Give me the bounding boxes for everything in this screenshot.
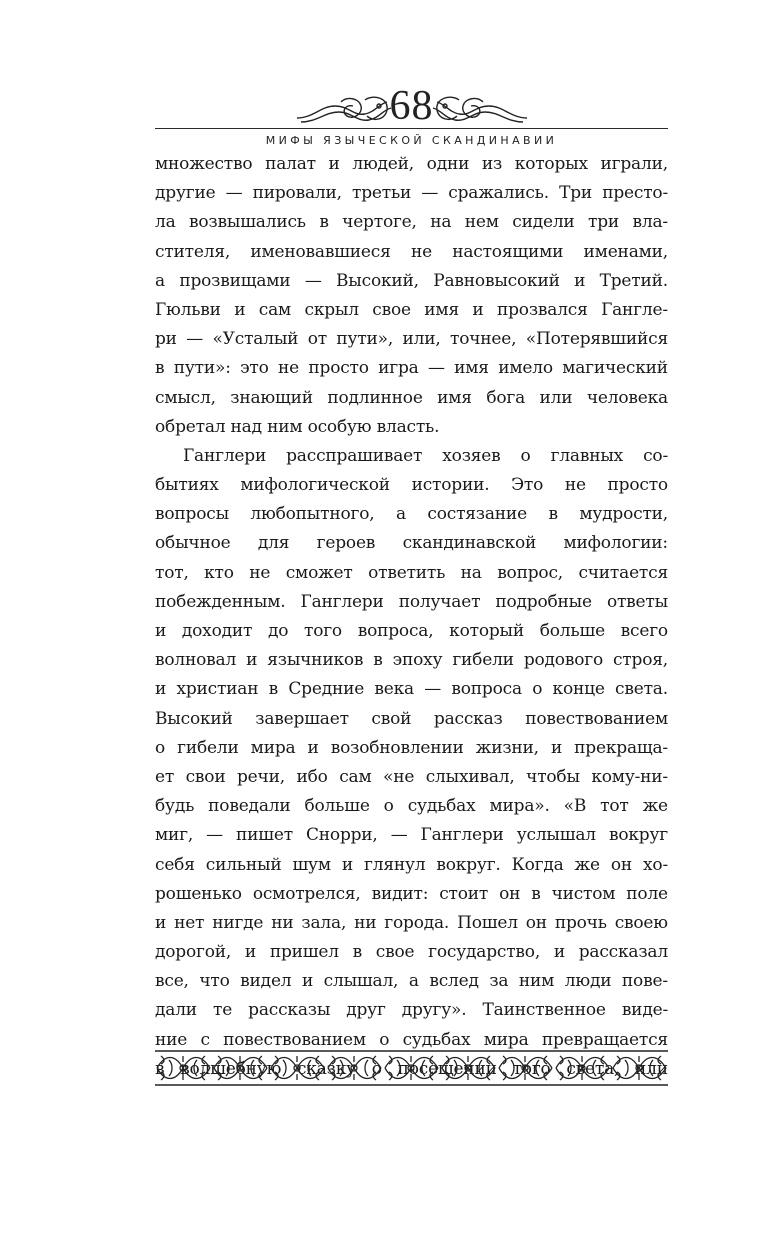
text-line: и христиан в Средние века — вопроса о конце света.	[155, 679, 668, 700]
text-line: смысл, знающий подлинное имя бога или человека	[155, 387, 668, 408]
text-line: миг, — пишет Снорри, — Ганглери услышал вокруг	[155, 825, 668, 846]
text-line: Ганглери расспрашивает хозяев о главных со-	[183, 445, 668, 466]
text-line: о гибели мира и возобновлении жизни, и прекраща-	[155, 737, 668, 758]
running-title: МИФЫ ЯЗЫЧЕСКОЙ СКАНДИНАВИИ	[265, 134, 558, 147]
text-line: побежденным. Ганглери получает подробные ответы	[155, 591, 668, 612]
text-line: обычное для героев скандинавской мифологии:	[155, 533, 668, 554]
text-line: рошенько осмотрелся, видит: стоит он в чистом поле	[155, 883, 668, 904]
right-knotwork-ornament	[431, 96, 529, 126]
text-line: все, что видел и слышал, а вслед за ним люди пове-	[155, 971, 668, 992]
text-line: дорогой, и пришел в свое государство, и рассказал	[155, 942, 668, 963]
text-line: ние с повествованием о судьбах мира превращается	[155, 1029, 668, 1050]
text-line: в пути»: это не просто игра — имя имело магический	[155, 358, 668, 379]
page-number: 68	[389, 83, 434, 129]
text-line: ри — «Усталый от пути», или, точнее, «Потерявшийся	[155, 329, 668, 350]
text-line: другие — пировали, третьи — сражались. Три престо-	[155, 183, 668, 204]
text-line: ла возвышались в чертоге, на нем сидели три вла-	[155, 212, 668, 233]
text-line: а прозвищами — Высокий, Равновысокий и Третий.	[155, 270, 668, 291]
text-line: множество палат и людей, одни из которых играли,	[155, 154, 668, 174]
text-line: и нет нигде ни зала, ни города. Пошел он прочь своею	[155, 912, 668, 933]
text-line: и доходит до того вопроса, который больше всего	[155, 621, 668, 641]
text-line: стителя, именовавшиеся не настоящими именами,	[155, 241, 668, 262]
text-line: обретал над ним особую власть.	[155, 416, 440, 437]
text-line: Гюльви и сам скрыл свое имя и прозвался Гангле-	[155, 299, 668, 320]
text-line: волновал и язычников в эпоху гибели родового строя,	[155, 650, 668, 671]
text-line: себя сильный шум и глянул вокруг. Когда же он хо-	[155, 854, 668, 875]
header-rule	[155, 128, 668, 129]
text-line: тот, кто не сможет ответить на вопрос, считается	[155, 562, 668, 583]
text-line: дали те рассказы друг другу». Таинственное виде-	[155, 1000, 668, 1021]
text-line: ет свои речи, ибо сам «не слыхивал, чтобы кому-ни-	[155, 766, 668, 787]
text-line: вопросы любопытного, а состязание в мудрости,	[155, 504, 668, 525]
footer-knotwork-border	[155, 1050, 668, 1086]
page-header	[155, 82, 668, 154]
body-text	[155, 150, 668, 1084]
text-line: бытиях мифологической истории. Это не просто	[155, 475, 668, 496]
text-line: будь поведали больше о судьбах мира». «В тот же	[155, 796, 668, 817]
text-line: Высокий завершает свой рассказ повествованием	[155, 708, 668, 729]
